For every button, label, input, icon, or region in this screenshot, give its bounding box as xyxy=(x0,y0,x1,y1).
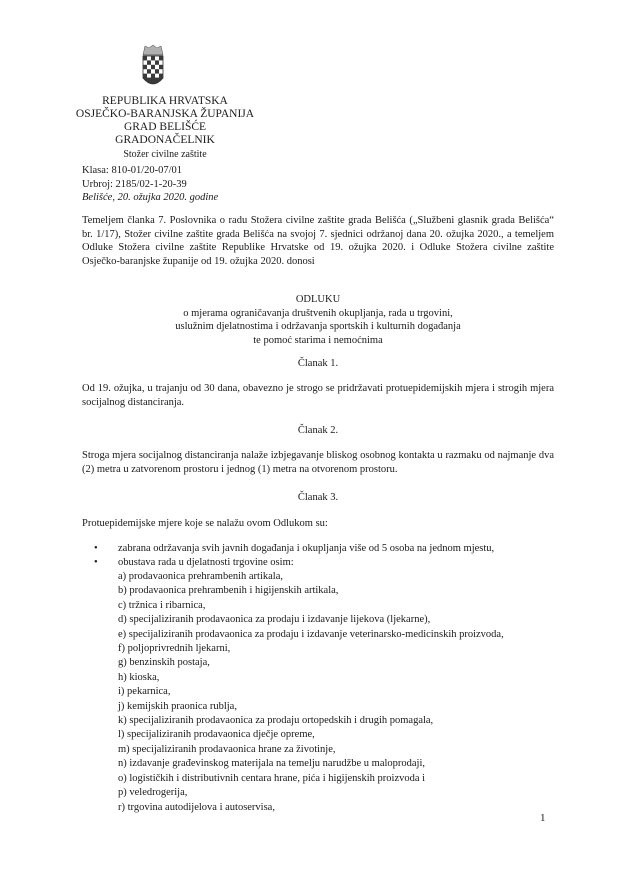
list-item: k) specijaliziranih prodavaonica za prodaju ortopedskih i drugih pomagala, xyxy=(118,715,434,727)
urbroj-ref: Urbroj: 2185/02-1-20-39 xyxy=(82,178,187,190)
list-item: d) specijaliziranih prodavaonica za prodaju i izdavanje lijekova (ljekarne), xyxy=(118,614,431,626)
list-item: a) prodavaonica prehrambenih artikala, xyxy=(118,571,284,582)
list-item: b) prodavaonica prehrambenih i higijenskih artikala, xyxy=(118,585,339,597)
article-3-title: Članak 3. xyxy=(297,492,339,503)
list-item: g) benzinskih postaja, xyxy=(118,657,210,669)
list-item: c) tržnica i ribarnica, xyxy=(118,599,206,611)
article-1-title: Članak 1. xyxy=(297,358,339,369)
article-2-title: Članak 2. xyxy=(297,425,339,436)
header-county: OSJEČKO-BARANJSKA ŽUPANIJA xyxy=(75,108,255,120)
list-item: f) poljoprivrednih ljekarni, xyxy=(118,643,231,655)
decision-heading xyxy=(82,293,554,347)
decision-subtitle-line-2: uslužnim djelatnostima i održavanja sportskih i kulturnih događanja xyxy=(175,321,461,332)
document-references xyxy=(82,164,218,205)
header-body: Stožer civilne zaštite xyxy=(123,149,207,160)
klasa-ref: Klasa: 810-01/20-07/01 xyxy=(82,165,183,176)
list-item: i) pekarnica, xyxy=(118,686,171,698)
bullet-trade-suspension xyxy=(82,556,554,815)
coat-of-arms-icon xyxy=(140,44,166,90)
decision-subtitle-line-1: o mjerama ograničavanja društvenih okupljanja, rada u trgovini, xyxy=(183,307,453,319)
list-item: r) trgovina autodijelova i autoservisa, xyxy=(118,801,275,813)
article-2-text: Stroga mjera socijalnog distanciranja nalaže izbjegavanje bliskog osobnog kontakta u razmaku od najmanje dva (2) metra u zatvorenom prostoru i jednog (1) metra na otvorenom prostoru. xyxy=(82,450,554,475)
list-item: j) kemijskih praonica rublja, xyxy=(118,700,237,712)
list-item: l) specijaliziranih prodavaonica dječje opreme, xyxy=(118,729,315,741)
bullet-public-gatherings: • zabrana održavanja svih javnih događanja i okupljanja više od 5 osoba na jednom mjestu, xyxy=(82,542,554,556)
list-item: h) kioska, xyxy=(118,671,160,683)
decision-title: ODLUKU xyxy=(295,294,341,305)
article-3-intro: Protuepidemijske mjere koje se nalažu ovom Odlukom su: xyxy=(82,518,328,529)
page-number: 1 xyxy=(540,812,546,824)
preamble-paragraph: Temeljem članka 7. Poslovnika o radu Stožera civilne zaštite grada Belišća („Službeni glasnik grada Belišća“ br. 1/17), Stožer civilne zaštite grada Belišća na svojoj 7. sjednici održanoj dana 20. ožujka 2020., a temeljem Odluke Stožera civilne zaštite Republike Hrvatske od 19. ožujka 2020. i Odluke Stožera civilne zaštite Osječko-baranjske županije od 19. ožujka 2020. donosi xyxy=(82,215,554,267)
list-item: o) logističkih i distributivnih centara hrane, pića i higijenskih proizvoda i xyxy=(118,772,426,784)
header-country: REPUBLIKA HRVATSKA xyxy=(102,95,228,107)
list-item: p) veledrogerija, xyxy=(118,787,188,799)
article-1-text: Od 19. ožujka, u trajanju od 30 dana, obavezno je strogo se pridržavati protuepidemijskih mjera i strogih mjera socijalnog distanciranja. xyxy=(82,383,554,408)
header-office: GRADONAČELNIK xyxy=(115,134,215,146)
list-item: m) specijaliziranih prodavaonica hrane za životinje, xyxy=(118,743,336,755)
measures-list xyxy=(82,542,554,815)
header-city: GRAD BELIŠĆE xyxy=(123,121,207,133)
list-item: e) specijaliziranih prodavaonica za prodaju i izdavanje veterinarsko-medicinskih proizvoda, xyxy=(118,628,504,640)
issuer-header xyxy=(60,95,270,161)
trade-exceptions-list xyxy=(82,570,554,815)
decision-subtitle-line-3: te pomoć starima i nemoćnima xyxy=(253,334,383,346)
bullet-trade-suspension-label: obustava rada u djelatnosti trgovine osim: xyxy=(118,557,294,568)
list-item: n) izdavanje građevinskog materijala na temelju narudžbe u maloprodaji, xyxy=(118,758,426,770)
document-date: Belišće, 20. ožujka 2020. godine xyxy=(82,192,219,203)
